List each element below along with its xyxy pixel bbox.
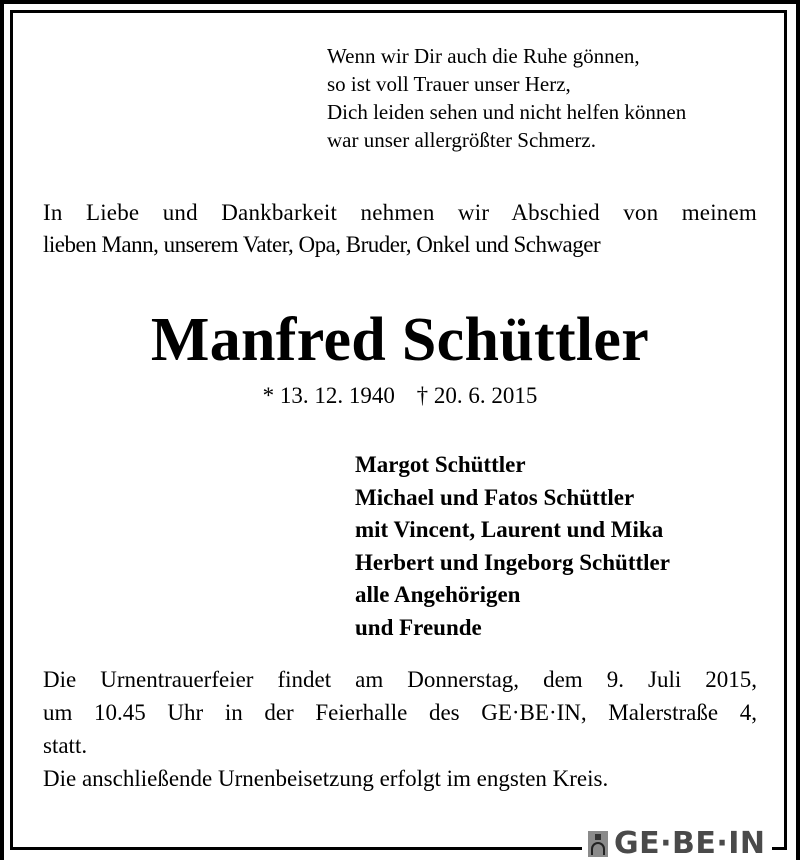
intro-line: In Liebe und Dankbarkeit nehmen wir Abschied von meinem [43,200,757,225]
mourner-line: Margot Schüttler [355,452,526,477]
intro-line: lieben Mann, unserem Vater, Opa, Bruder, Onkel und Schwager [43,232,601,257]
info-line: Die anschließende Urnenbeisetzung erfolgt im engsten Kreis. [43,766,609,791]
deceased-name: Manfred Schüttler [150,306,650,374]
mourners-list [355,449,670,644]
poem-line: Dich leiden sehen und nicht helfen können [327,100,687,124]
poem [327,42,686,154]
mourner-line: Michael und Fatos Schüttler [355,484,635,510]
info-line: statt. [43,733,88,758]
mourner-line: mit Vincent, Laurent und Mika [355,517,664,542]
poem-line: war unser allergrößter Schmerz. [327,128,597,152]
figure-icon [588,831,608,857]
poem-line: Wenn wir Dir auch die Ruhe gönnen, [327,44,640,68]
death-date: † 20. 6. 2015 [416,383,538,408]
birth-date: * 13. 12. 1940 [262,383,395,408]
mourner-line: Herbert und Ingeborg Schüttler [355,549,670,575]
info-line: um 10.45 Uhr in der Feierhalle des GE·BE·IN, Malerstraße 4, [43,700,757,725]
mourner-line: und Freunde [355,614,482,640]
intro-text [43,197,757,261]
gebein-logo [582,828,772,860]
poem-line: so ist voll Trauer unser Herz, [327,72,571,96]
ceremony-info [43,663,757,795]
mourner-line: alle Angehörigen [355,582,521,607]
life-dates [0,380,800,412]
info-line: Die Urnentrauerfeier findet am Donnerstag, dem 9. Juli 2015, [43,667,757,692]
logo-text: GE·BE·IN [614,826,766,861]
